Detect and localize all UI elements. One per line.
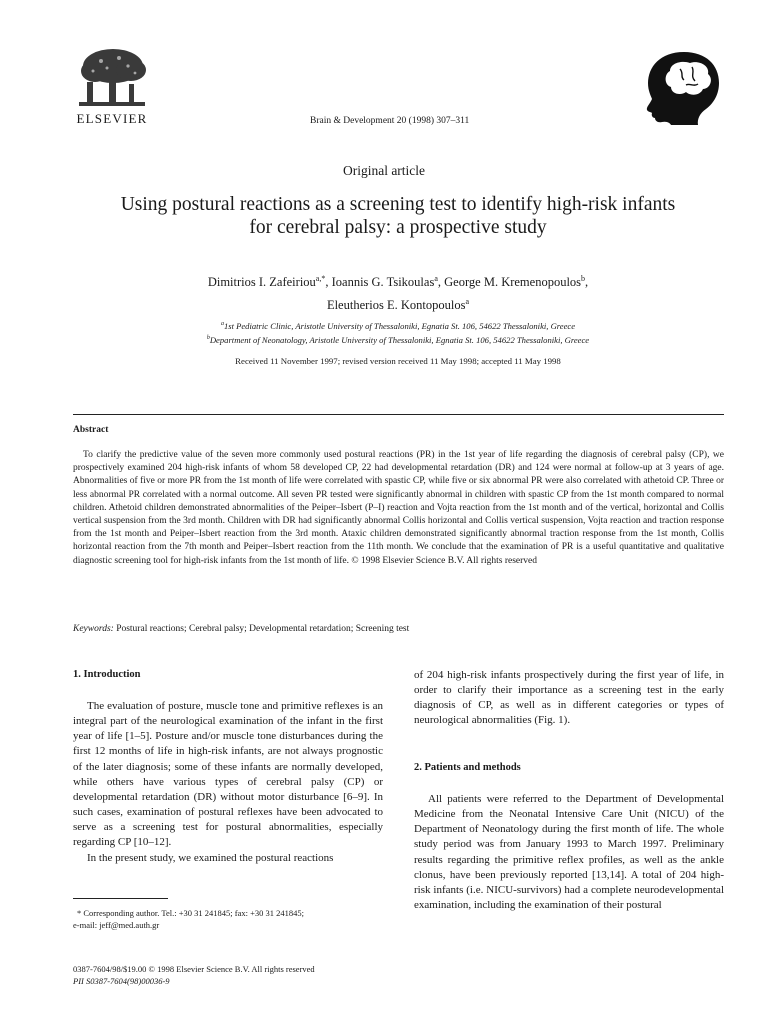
section-heading-introduction: 1. Introduction [73, 669, 141, 680]
section-heading-patients-methods: 2. Patients and methods [414, 762, 521, 773]
copyright-footer [73, 963, 315, 987]
paragraph: The evaluation of posture, muscle tone and primitive reflexes is an integral part of the neurological examination of the infant in the first year of life [1–5]. Posture and/or muscle tone disturbances during the first 12 months of life in high-risk infants, are not always prognostic of the later diagnosis; some of these infants are normally developed, while others have various types of cerebral palsy (CP) or developmental retardation (DR) without motor disturbance [6–9]. In such cases, examination of postural reflexes have been advocated to serve as a screening test for postural abnormalities, especially regarding CP [10–12]. [73, 700, 383, 849]
footnote-divider [73, 898, 168, 899]
author-affiliation-mark: a [434, 274, 438, 283]
author-affiliation-mark: a [465, 297, 470, 307]
keywords [73, 624, 409, 634]
pii-identifier: PII S0387-7604(98)00036-9 [73, 976, 170, 986]
author-affiliation-mark: b [581, 274, 586, 283]
received-dates: Received 11 November 1997; revised version received 11 May 1998; accepted 11 May 1998 [235, 356, 561, 366]
affiliation-line: $^b$Department of Neonatology, Aristotle University of Thessaloniki, Egnatia St. 106, 54622 Thessaloniki, Greece [206, 334, 590, 345]
author-name: Dimitrios I. Zafeiriou [207, 275, 316, 290]
abstract-text: To clarify the predictive value of the seven more commonly used postural reactions (PR) in the 1st year of life regarding the diagnosis of cerebral palsy (CP), we prospectively examined 204 high-risk infants of whom 58 developed CP, 22 had developmental retardation (DR) and 124 were normal at follow-up at 3 years of age. Abnormalities of five or more PR from the 1st month of life were correlated with spastic CP, while five or six abnormal PR were also correlated with athetoid CP. Three or less abnormal PR correlated with a normal outcome. All seven PR tested were significantly abnormal in children with spastic CP from the 1st month compared to normal children. Athetoid children demonstrated abnormalities of the Peiper–Isbert (P–I) reaction and Vojta reaction from the 1st month and of the vertical, horizontal and Collis vertical suspension from the 3rd month. Children with DR had significantly abnormal Collis horizontal and Collis vertical suspension, Vojta reaction and traction response from the 1st month and Peiper–Isbert reaction from the 3rd month. Ataxic children demonstrated significantly abnormal traction response from the 1st month, Collis horizontal reaction from the 7th month and Peiper–Isbert reaction from the 11th month. We conclude that the examination of PR is a useful quantitative and qualitative diagnostic screening tool for high-risk infants from the 1st month of life. © 1998 Elsevier Science B.V. All rights reserved [73, 450, 724, 566]
paragraph: All patients were referred to the Department of Developmental Medicine from the Neonatal Intensive Care Unit (NICU) of the Department of Neonatology during the first month of life. The whole study period was from January 1993 to March 1997. Preliminary results regarding the primitive reflex profiles, as well as the ankle clonus, have been previously reported [13,14]. A total of 204 high-risk infants (i.e. NICU-survivors) had a complete neurodevelopmental examination, including the examination of their postural [414, 793, 724, 912]
author-name: Ioannis G. Tsikoulas [331, 275, 435, 290]
keywords-label: Keywords: [73, 624, 114, 634]
author-name: George M. Kremenopoulos [444, 275, 582, 290]
affiliations [60, 318, 736, 346]
abstract-heading: Abstract [73, 425, 109, 435]
paragraph: In the present study, we examined the postural reactions [87, 851, 334, 864]
elsevier-tree-logo-icon [73, 46, 151, 110]
journal-citation: Brain & Development 20 (1998) 307–311 [310, 116, 470, 126]
article-title-line: Using postural reactions as a screening test to identify high-risk infants [120, 194, 676, 215]
left-column-text [73, 699, 383, 866]
affiliation-line: $^a$1st Pediatric Clinic, Aristotle University of Thessaloniki, Egnatia St. 106, 54622 Thessaloniki, Greece [220, 320, 576, 331]
divider [73, 414, 724, 415]
issn-copyright: 0387-7604/98/$19.00 © 1998 Elsevier Science B.V. All rights reserved [73, 964, 315, 974]
author-name: Eleutherios E. Kontopoulos [326, 298, 466, 313]
keywords-text: Postural reactions; Cerebral palsy; Developmental retardation; Screening test [116, 624, 410, 634]
right-column-text [414, 668, 724, 729]
publisher-wordmark: ELSEVIER [76, 111, 148, 126]
corresponding-author-footnote: * Corresponding author. Tel.: +30 31 241845; fax: +30 31 241845; e-mail: jeff@med.auth.gr [73, 908, 304, 930]
author-affiliation-mark: a,* [315, 274, 326, 283]
head-brain-logo-icon [640, 49, 724, 125]
paragraph: of 204 high-risk infants prospectively during the first year of life, in order to clarify their importance as a screening test in the early diagnosis of CP, as well as in different categories or types of neurological abnormalities (Fig. 1). [414, 669, 724, 727]
article-title-line: for cerebral palsy: a prospective study [249, 217, 547, 238]
article-title [60, 193, 736, 239]
author-list: Dimitrios I. Zafeiriou$^{a,*}$, Ioannis G. Tsikoulas$^a$, George M. Kremenopoulos$^b$, Eleutherios E. Kontopoulos$^a$ [207, 274, 589, 313]
article-type: Original article [342, 163, 426, 178]
right-column-methods-text [414, 792, 724, 913]
